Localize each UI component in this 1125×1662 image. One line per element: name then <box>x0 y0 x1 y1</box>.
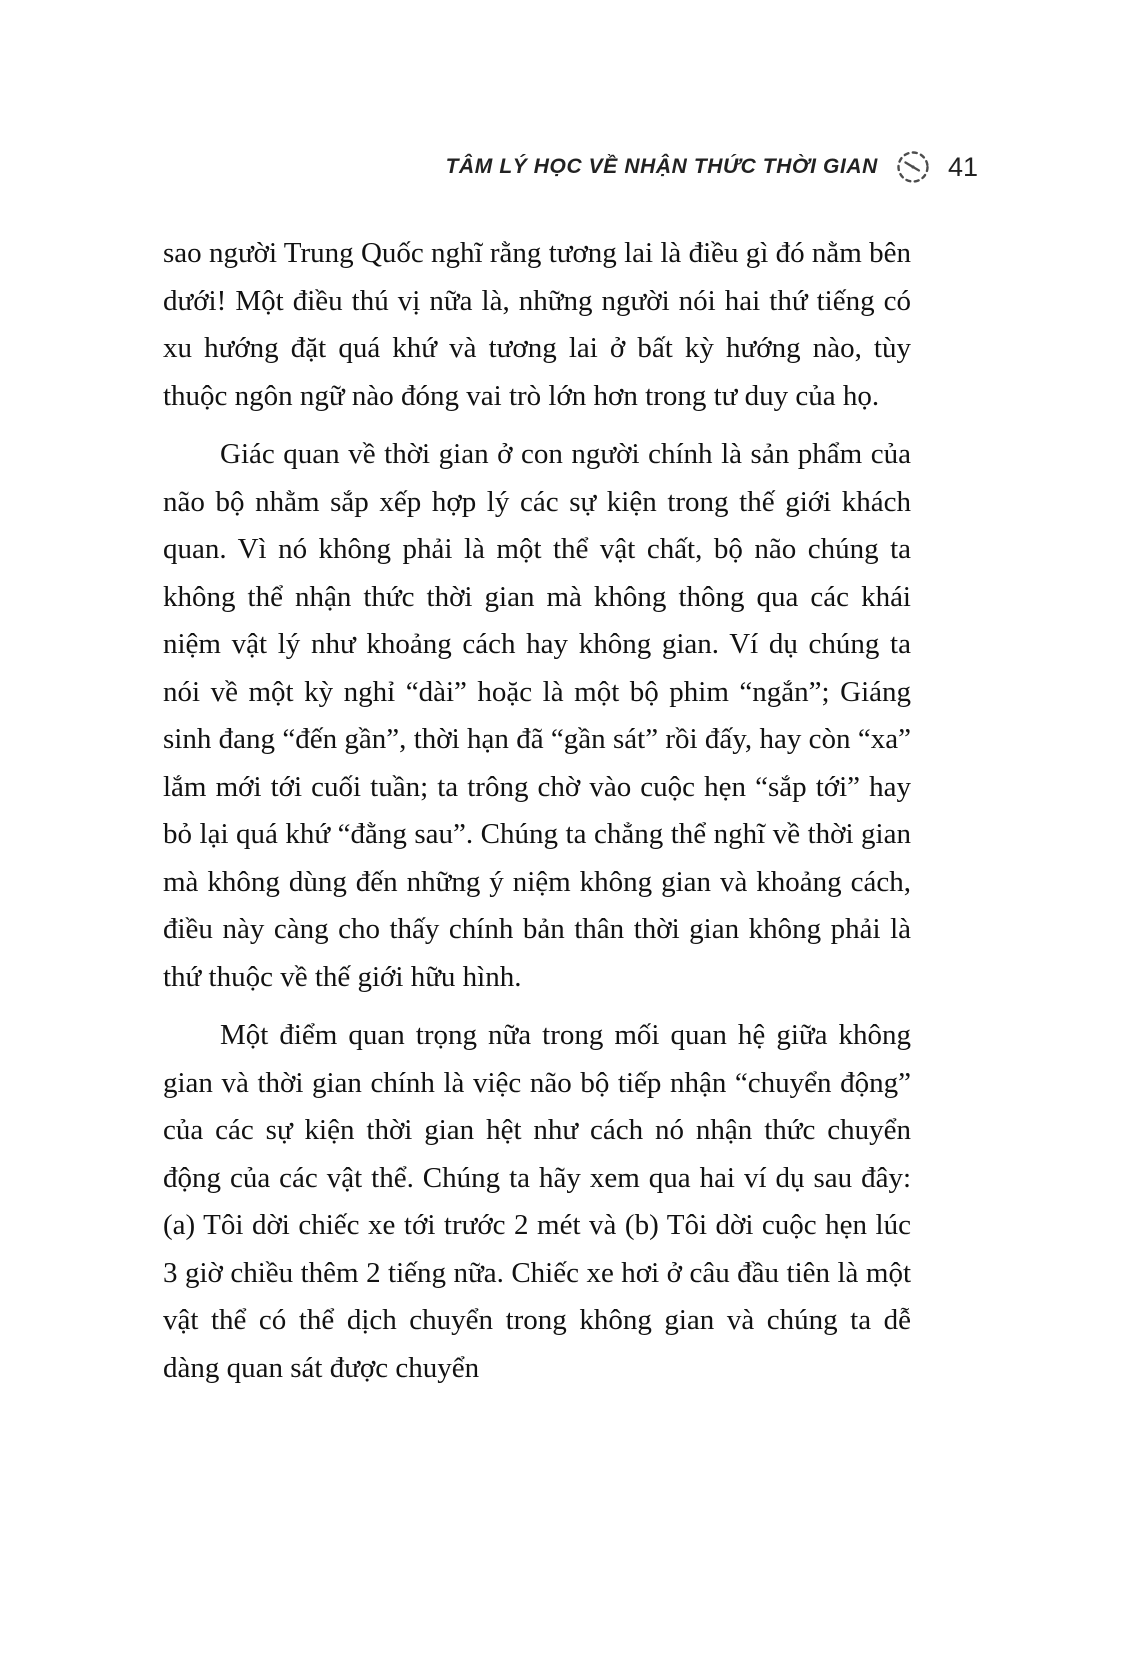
running-head-title: TÂM LÝ HỌC VỀ NHẬN THỨC THỜI GIAN <box>445 155 878 178</box>
paragraph: Một điểm quan trọng nữa trong mối quan hệ giữa không gian và thời gian chính là việc não bộ tiếp nhận “chuyển động” của các sự kiện thời gian hệt như cách nó nhận thức chuyển động của các vật thể. Chúng ta hãy xem qua hai ví dụ sau đây: (a) Tôi dời chiếc xe tới trước 2 mét và (b) Tôi dời cuộc hẹn lúc 3 giờ chiều thêm 2 tiếng nữa. Chiếc xe hơi ở câu đầu tiên là một vật thể có thể dịch chuyển trong không gian và chúng ta dễ dàng quan sát được chuyển <box>163 1019 911 1384</box>
paragraph: sao người Trung Quốc nghĩ rằng tương lai là điều gì đó nằm bên dưới! Một điều thú vị nữa là, những người nói hai thứ tiếng có xu hướng đặt quá khứ và tương lai ở bất kỳ hướng nào, tùy thuộc ngôn ngữ nào đóng vai trò lớn hơn trong tư duy của họ. <box>163 237 911 412</box>
page-header <box>0 148 978 186</box>
clock-icon <box>894 148 932 186</box>
paragraph: Giác quan về thời gian ở con người chính là sản phẩm của não bộ nhằm sắp xếp hợp lý các sự kiện trong thế giới khách quan. Vì nó không phải là một thể vật chất, bộ não chúng ta không thể nhận thức thời gian mà không thông qua các khái niệm vật lý như khoảng cách hay không gian. Ví dụ chúng ta nói về một kỳ nghỉ “dài” hoặc là một bộ phim “ngắn”; Giáng sinh đang “đến gần”, thời hạn đã “gần sát” rồi đấy, hay còn “xa” lắm mới tới cuối tuần; ta trông chờ vào cuộc hẹn “sắp tới” hay bỏ lại quá khứ “đằng sau”. Chúng ta chẳng thể nghĩ về thời gian mà không dùng đến những ý niệm không gian và khoảng cách, điều này càng cho thấy chính bản thân thời gian không phải là thứ thuộc về thế giới hữu hình. <box>163 438 911 993</box>
page-number: 41 <box>947 151 978 182</box>
body-text <box>163 230 911 1403</box>
